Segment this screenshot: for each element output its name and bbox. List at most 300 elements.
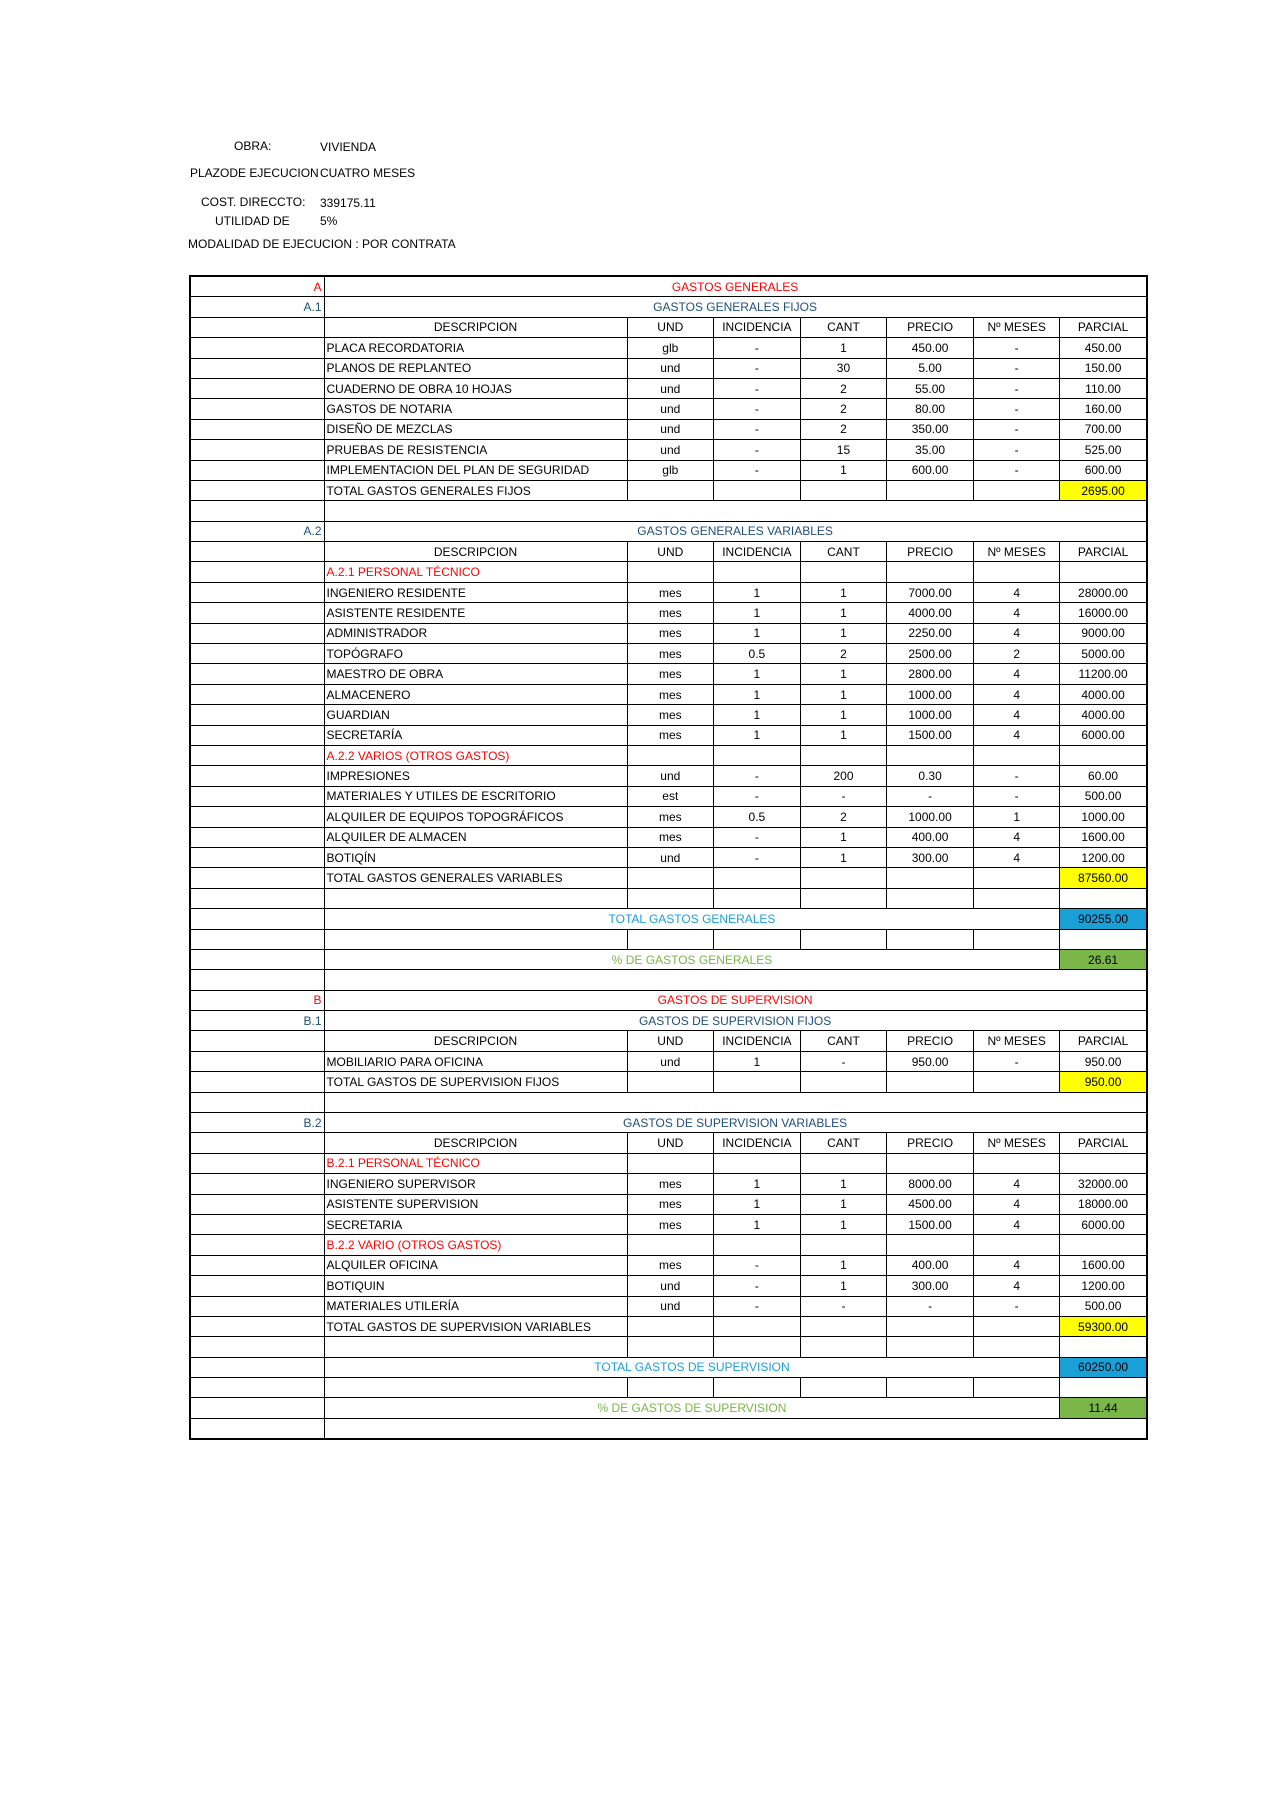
- blank-cell: [324, 1378, 627, 1398]
- item-value: 1: [800, 338, 887, 358]
- blank-cell: [714, 745, 801, 765]
- item-value: -: [714, 440, 801, 460]
- item-description: ALQUILER OFICINA: [324, 1255, 627, 1275]
- blank-cell: [190, 664, 324, 684]
- section-code: A.1: [190, 297, 324, 317]
- subtotal-label: TOTAL GASTOS GENERALES VARIABLES: [324, 868, 627, 888]
- blank-cell: [324, 1418, 1147, 1439]
- item-value: 4: [973, 827, 1060, 847]
- item-description: MOBILIARIO PARA OFICINA: [324, 1051, 627, 1071]
- modalidad-text: MODALIDAD DE EJECUCION : POR CONTRATA: [188, 237, 456, 251]
- total-row: [190, 1357, 1147, 1377]
- blank-cell: [887, 1316, 974, 1336]
- item-value: 4000.00: [1060, 684, 1147, 704]
- item-value: -: [973, 786, 1060, 806]
- item-value: 0.5: [714, 807, 801, 827]
- column-header: PARCIAL: [1060, 1133, 1147, 1153]
- blank-cell: [627, 480, 714, 500]
- column-header: PARCIAL: [1060, 542, 1147, 562]
- subtotal-value: 87560.00: [1060, 868, 1147, 888]
- blank-cell: [190, 480, 324, 500]
- table-row: [190, 358, 1147, 378]
- item-value: -: [714, 766, 801, 786]
- blank-cell: [800, 1235, 887, 1255]
- blank-cell: [973, 480, 1060, 500]
- item-value: -: [973, 1296, 1060, 1316]
- item-value: -: [800, 1296, 887, 1316]
- section-row: [190, 1113, 1147, 1133]
- column-header: DESCRIPCION: [324, 317, 627, 337]
- item-description: ALMACENERO: [324, 684, 627, 704]
- item-value: 32000.00: [1060, 1174, 1147, 1194]
- item-value: 1: [714, 623, 801, 643]
- blank-cell: [973, 1072, 1060, 1092]
- subtotal-row: [190, 480, 1147, 500]
- column-header-row: [190, 1031, 1147, 1051]
- total-label: % DE GASTOS DE SUPERVISION: [324, 1398, 1060, 1418]
- item-value: 1: [800, 603, 887, 623]
- item-value: 2: [800, 378, 887, 398]
- item-value: mes: [627, 644, 714, 664]
- column-header: PRECIO: [887, 1031, 974, 1051]
- blank-cell: [190, 1214, 324, 1234]
- item-value: -: [973, 378, 1060, 398]
- blank-cell: [973, 1153, 1060, 1173]
- blank-cell: [627, 888, 714, 908]
- item-value: 1000.00: [887, 807, 974, 827]
- item-value: -: [714, 1276, 801, 1296]
- table-row: [190, 1255, 1147, 1275]
- item-description: BOTIQUIN: [324, 1276, 627, 1296]
- item-value: 9000.00: [1060, 623, 1147, 643]
- item-description: ASISTENTE RESIDENTE: [324, 603, 627, 623]
- item-value: 4000.00: [887, 603, 974, 623]
- blank-cell: [190, 929, 324, 949]
- blank-cell: [190, 1398, 324, 1418]
- item-value: 500.00: [1060, 786, 1147, 806]
- column-header: UND: [627, 542, 714, 562]
- subtotal-label: TOTAL GASTOS GENERALES FIJOS: [324, 480, 627, 500]
- blank-cell: [973, 1235, 1060, 1255]
- column-header: INCIDENCIA: [714, 1031, 801, 1051]
- subsection-title: A.2.1 PERSONAL TÉCNICO: [324, 562, 627, 582]
- total-value: 90255.00: [1060, 909, 1147, 929]
- item-value: und: [627, 766, 714, 786]
- blank-cell: [627, 929, 714, 949]
- item-value: 300.00: [887, 847, 974, 867]
- item-value: 4: [973, 847, 1060, 867]
- document-header: [0, 0, 1280, 260]
- column-header: INCIDENCIA: [714, 317, 801, 337]
- blank-cell: [714, 1316, 801, 1336]
- item-value: -: [714, 1296, 801, 1316]
- item-description: IMPLEMENTACION DEL PLAN DE SEGURIDAD: [324, 460, 627, 480]
- item-value: 80.00: [887, 399, 974, 419]
- section-title: GASTOS DE SUPERVISION: [324, 990, 1147, 1010]
- blank-cell: [190, 358, 324, 378]
- item-value: -: [800, 1051, 887, 1071]
- blank-cell: [1060, 1153, 1147, 1173]
- item-value: mes: [627, 725, 714, 745]
- column-header: INCIDENCIA: [714, 1133, 801, 1153]
- blank-cell: [190, 1174, 324, 1194]
- column-header: PARCIAL: [1060, 317, 1147, 337]
- blank-cell: [324, 970, 1147, 990]
- blank-cell: [887, 929, 974, 949]
- item-value: 1000.00: [887, 705, 974, 725]
- blank-cell: [190, 684, 324, 704]
- item-value: 1: [714, 1214, 801, 1234]
- item-value: mes: [627, 664, 714, 684]
- item-value: 500.00: [1060, 1296, 1147, 1316]
- blank-cell: [190, 399, 324, 419]
- blank-cell: [190, 501, 324, 521]
- item-value: und: [627, 440, 714, 460]
- blank-row: [190, 888, 1147, 908]
- blank-cell: [190, 725, 324, 745]
- item-value: -: [973, 338, 1060, 358]
- item-value: mes: [627, 1255, 714, 1275]
- item-value: mes: [627, 1214, 714, 1234]
- item-value: -: [800, 786, 887, 806]
- blank-cell: [1060, 1337, 1147, 1357]
- section-code: A.2: [190, 521, 324, 541]
- blank-cell: [190, 1316, 324, 1336]
- item-value: 4: [973, 623, 1060, 643]
- item-value: -: [973, 440, 1060, 460]
- subsection-title: A.2.2 VARIOS (OTROS GASTOS): [324, 745, 627, 765]
- item-value: 1600.00: [1060, 827, 1147, 847]
- blank-cell: [190, 1337, 324, 1357]
- column-header-row: [190, 542, 1147, 562]
- item-value: und: [627, 1276, 714, 1296]
- subsection-row: [190, 1235, 1147, 1255]
- blank-cell: [190, 1276, 324, 1296]
- table-row: [190, 1296, 1147, 1316]
- column-header: Nº MESES: [973, 1133, 1060, 1153]
- table-row: [190, 1214, 1147, 1234]
- blank-row: [190, 1337, 1147, 1357]
- item-value: mes: [627, 827, 714, 847]
- item-value: 1: [800, 847, 887, 867]
- item-value: 950.00: [887, 1051, 974, 1071]
- item-value: 1: [800, 1214, 887, 1234]
- table-row: [190, 725, 1147, 745]
- blank-cell: [714, 888, 801, 908]
- item-value: mes: [627, 705, 714, 725]
- column-header: CANT: [800, 542, 887, 562]
- blank-cell: [190, 705, 324, 725]
- item-value: 400.00: [887, 827, 974, 847]
- item-value: 4500.00: [887, 1194, 974, 1214]
- blank-cell: [1060, 1378, 1147, 1398]
- item-value: 1: [800, 1174, 887, 1194]
- blank-cell: [714, 868, 801, 888]
- table-row: [190, 664, 1147, 684]
- blank-cell: [324, 1092, 1147, 1112]
- item-value: mes: [627, 807, 714, 827]
- blank-cell: [973, 562, 1060, 582]
- item-value: glb: [627, 338, 714, 358]
- subtotal-label: TOTAL GASTOS DE SUPERVISION VARIABLES: [324, 1316, 627, 1336]
- column-header-row: [190, 1133, 1147, 1153]
- item-value: 2: [800, 807, 887, 827]
- item-value: 5.00: [887, 358, 974, 378]
- subtotal-row: [190, 868, 1147, 888]
- item-value: 60.00: [1060, 766, 1147, 786]
- blank-cell: [324, 501, 1147, 521]
- item-description: DISEÑO DE MEZCLAS: [324, 419, 627, 439]
- item-value: 150.00: [1060, 358, 1147, 378]
- item-value: -: [887, 1296, 974, 1316]
- item-value: 15: [800, 440, 887, 460]
- item-value: -: [714, 378, 801, 398]
- blank-cell: [973, 868, 1060, 888]
- item-description: PLANOS DE REPLANTEO: [324, 358, 627, 378]
- blank-cell: [190, 786, 324, 806]
- total-label: % DE GASTOS GENERALES: [324, 949, 1060, 969]
- section-row: [190, 990, 1147, 1010]
- total-value: 60250.00: [1060, 1357, 1147, 1377]
- table-row: [190, 827, 1147, 847]
- section-row: [190, 521, 1147, 541]
- blank-cell: [714, 1072, 801, 1092]
- obra-label: OBRA:: [234, 139, 272, 153]
- blank-cell: [190, 644, 324, 664]
- subtotal-value: 2695.00: [1060, 480, 1147, 500]
- item-value: 2250.00: [887, 623, 974, 643]
- blank-cell: [800, 745, 887, 765]
- blank-cell: [190, 868, 324, 888]
- subsection-row: [190, 1153, 1147, 1173]
- column-header: DESCRIPCION: [324, 1031, 627, 1051]
- item-value: -: [714, 1255, 801, 1275]
- blank-cell: [714, 1235, 801, 1255]
- blank-cell: [1060, 929, 1147, 949]
- blank-cell: [190, 1072, 324, 1092]
- section-title: GASTOS DE SUPERVISION FIJOS: [324, 1011, 1147, 1031]
- blank-cell: [190, 847, 324, 867]
- blank-cell: [190, 888, 324, 908]
- section-row: [190, 276, 1147, 297]
- table-row: [190, 623, 1147, 643]
- blank-cell: [1060, 745, 1147, 765]
- table-row: [190, 847, 1147, 867]
- item-value: 11200.00: [1060, 664, 1147, 684]
- blank-cell: [190, 1255, 324, 1275]
- blank-cell: [973, 1316, 1060, 1336]
- blank-row: [190, 1418, 1147, 1439]
- item-value: -: [973, 1051, 1060, 1071]
- item-value: und: [627, 358, 714, 378]
- item-value: 1: [800, 623, 887, 643]
- item-value: 1: [800, 664, 887, 684]
- blank-cell: [800, 480, 887, 500]
- item-value: 400.00: [887, 1255, 974, 1275]
- item-description: INGENIERO RESIDENTE: [324, 582, 627, 602]
- blank-cell: [887, 745, 974, 765]
- item-description: IMPRESIONES: [324, 766, 627, 786]
- item-description: ALQUILER DE ALMACEN: [324, 827, 627, 847]
- item-value: 1: [973, 807, 1060, 827]
- item-description: ADMINISTRADOR: [324, 623, 627, 643]
- table-row: [190, 399, 1147, 419]
- item-value: -: [714, 399, 801, 419]
- subtotal-row: [190, 1316, 1147, 1336]
- subtotal-value: 950.00: [1060, 1072, 1147, 1092]
- section-code: A: [190, 276, 324, 297]
- item-description: MATERIALES Y UTILES DE ESCRITORIO: [324, 786, 627, 806]
- item-value: 1200.00: [1060, 1276, 1147, 1296]
- subtotal-row: [190, 1072, 1147, 1092]
- item-value: 4: [973, 582, 1060, 602]
- section-code: B: [190, 990, 324, 1010]
- table-row: [190, 807, 1147, 827]
- item-value: und: [627, 1051, 714, 1071]
- table-row: [190, 644, 1147, 664]
- blank-cell: [190, 1357, 324, 1377]
- blank-cell: [1060, 562, 1147, 582]
- blank-cell: [627, 745, 714, 765]
- item-value: est: [627, 786, 714, 806]
- column-header: Nº MESES: [973, 542, 1060, 562]
- item-value: mes: [627, 684, 714, 704]
- item-value: 18000.00: [1060, 1194, 1147, 1214]
- table-row: [190, 419, 1147, 439]
- blank-cell: [887, 1235, 974, 1255]
- item-value: 110.00: [1060, 378, 1147, 398]
- blank-row: [190, 970, 1147, 990]
- table-row: [190, 338, 1147, 358]
- item-value: 950.00: [1060, 1051, 1147, 1071]
- item-value: mes: [627, 1174, 714, 1194]
- blank-cell: [190, 1031, 324, 1051]
- table-row: [190, 603, 1147, 623]
- subsection-row: [190, 745, 1147, 765]
- column-header: DESCRIPCION: [324, 1133, 627, 1153]
- item-value: -: [973, 358, 1060, 378]
- column-header: CANT: [800, 1031, 887, 1051]
- column-header: Nº MESES: [973, 317, 1060, 337]
- item-value: -: [714, 460, 801, 480]
- item-value: 4: [973, 1174, 1060, 1194]
- item-value: 2: [800, 399, 887, 419]
- subsection-title: B.2.2 VARIO (OTROS GASTOS): [324, 1235, 627, 1255]
- column-header-row: [190, 317, 1147, 337]
- costo-label: COST. DIRECCTO:: [201, 195, 306, 209]
- blank-cell: [887, 1153, 974, 1173]
- item-value: 2: [800, 644, 887, 664]
- table-row: [190, 1276, 1147, 1296]
- item-value: 2500.00: [887, 644, 974, 664]
- blank-cell: [190, 1092, 324, 1112]
- item-value: 0.30: [887, 766, 974, 786]
- item-value: 1200.00: [1060, 847, 1147, 867]
- blank-cell: [800, 929, 887, 949]
- section-code: B.1: [190, 1011, 324, 1031]
- blank-cell: [190, 807, 324, 827]
- total-value: 26.61: [1060, 949, 1147, 969]
- section-title: GASTOS DE SUPERVISION VARIABLES: [324, 1113, 1147, 1133]
- column-header: PRECIO: [887, 317, 974, 337]
- item-value: 1: [800, 827, 887, 847]
- blank-cell: [800, 1316, 887, 1336]
- item-description: GASTOS DE NOTARIA: [324, 399, 627, 419]
- item-description: CUADERNO DE OBRA 10 HOJAS: [324, 378, 627, 398]
- obra-value: VIVIENDA: [320, 140, 377, 154]
- item-value: -: [973, 419, 1060, 439]
- item-value: -: [714, 847, 801, 867]
- blank-cell: [190, 1133, 324, 1153]
- blank-cell: [190, 1051, 324, 1071]
- item-value: und: [627, 1296, 714, 1316]
- item-value: 1: [800, 1194, 887, 1214]
- column-header: PRECIO: [887, 542, 974, 562]
- item-value: mes: [627, 623, 714, 643]
- item-value: 1: [714, 725, 801, 745]
- item-value: 160.00: [1060, 399, 1147, 419]
- utilidad-value: 5%: [320, 214, 338, 228]
- item-value: 6000.00: [1060, 1214, 1147, 1234]
- cost-sheet: [189, 275, 1148, 1440]
- blank-cell: [190, 745, 324, 765]
- item-value: 600.00: [887, 460, 974, 480]
- item-value: 1: [714, 582, 801, 602]
- item-value: 1: [714, 684, 801, 704]
- item-value: und: [627, 378, 714, 398]
- table-row: [190, 378, 1147, 398]
- item-value: 600.00: [1060, 460, 1147, 480]
- item-value: 1: [800, 705, 887, 725]
- item-value: 1: [714, 664, 801, 684]
- table-row: [190, 766, 1147, 786]
- blank-cell: [190, 542, 324, 562]
- blank-row: [190, 1378, 1147, 1398]
- blank-cell: [190, 603, 324, 623]
- item-description: INGENIERO SUPERVISOR: [324, 1174, 627, 1194]
- column-header: UND: [627, 317, 714, 337]
- total-row: [190, 949, 1147, 969]
- item-value: 1600.00: [1060, 1255, 1147, 1275]
- blank-cell: [800, 868, 887, 888]
- table-row: [190, 684, 1147, 704]
- item-value: und: [627, 847, 714, 867]
- blank-cell: [627, 1072, 714, 1092]
- item-value: 1: [800, 1255, 887, 1275]
- item-value: und: [627, 419, 714, 439]
- item-value: 350.00: [887, 419, 974, 439]
- item-value: 200: [800, 766, 887, 786]
- item-value: 1500.00: [887, 725, 974, 745]
- item-value: 4: [973, 725, 1060, 745]
- blank-cell: [190, 1418, 324, 1439]
- item-value: 450.00: [887, 338, 974, 358]
- blank-cell: [800, 1153, 887, 1173]
- item-value: 7000.00: [887, 582, 974, 602]
- blank-cell: [887, 888, 974, 908]
- column-header: PARCIAL: [1060, 1031, 1147, 1051]
- blank-cell: [190, 582, 324, 602]
- section-code: B.2: [190, 1113, 324, 1133]
- item-value: 1: [714, 1194, 801, 1214]
- item-value: 5000.00: [1060, 644, 1147, 664]
- blank-cell: [190, 827, 324, 847]
- plazo-label: PLAZODE EJECUCION: [190, 166, 319, 180]
- blank-cell: [973, 745, 1060, 765]
- item-value: -: [973, 399, 1060, 419]
- item-description: ALQUILER DE EQUIPOS TOPOGRÁFICOS: [324, 807, 627, 827]
- item-description: GUARDIAN: [324, 705, 627, 725]
